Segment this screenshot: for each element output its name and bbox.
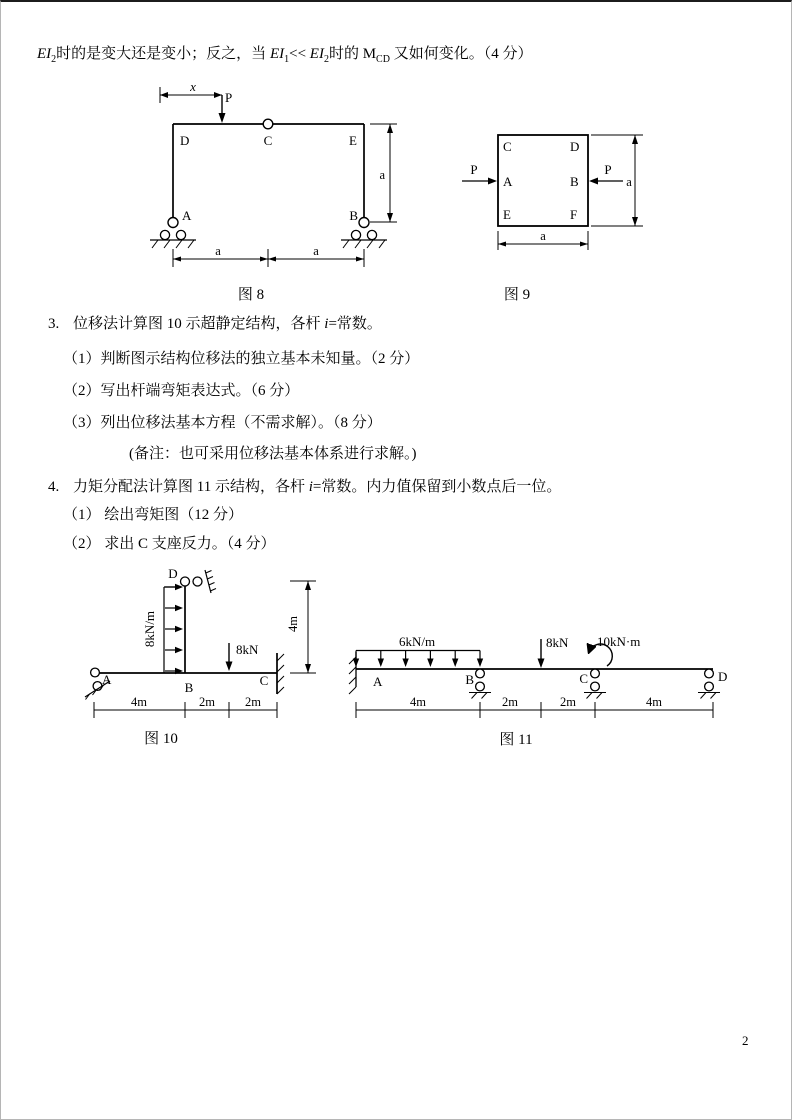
- fig10-span-dimension: [94, 695, 277, 718]
- fig8-height-dimension: [370, 124, 397, 222]
- fig10-dim3-label: 2m: [245, 695, 261, 709]
- fig11-moment-label: 10kN·m: [597, 634, 641, 649]
- question-3-number: 3.: [48, 316, 60, 332]
- question-3-item-2: （2）写出杆端弯矩表达式。（6 分）: [63, 383, 300, 399]
- question-3-title: [48, 314, 382, 334]
- fig11-node-d-label: D: [718, 669, 728, 684]
- question-3-item-3: （3）列出位移法基本方程（不需求解）。（8 分）: [63, 415, 382, 431]
- fig8-node-e-label: E: [349, 133, 357, 148]
- ei-symbol: EI: [37, 46, 52, 62]
- fig11-udl-label: 6kN/m: [398, 634, 436, 649]
- intro-text: 时的 M: [328, 46, 377, 62]
- question-4-text: 力矩分配法计算图 11 示结构，各杆: [73, 479, 309, 495]
- fig8-node-c-label: C: [263, 133, 273, 148]
- fig10-node-b-label: B: [184, 680, 194, 695]
- fig11-dim2-label: 2m: [502, 695, 518, 709]
- figure-9-box-diagram: [431, 120, 681, 270]
- subscript: 2: [51, 54, 57, 65]
- fig11-point-load-arrow: [538, 635, 570, 668]
- fig10-dim2-label: 2m: [199, 695, 215, 709]
- figure-8-caption: 图 8: [237, 287, 265, 303]
- figure-10-caption: 图 10: [144, 731, 178, 747]
- fig11-point-load-label: 8kN: [546, 635, 569, 650]
- fig9-height-dim-label: a: [626, 175, 632, 189]
- fig8-node-b-label: B: [349, 208, 358, 223]
- fig9-node-b-label: B: [570, 174, 579, 189]
- question-4-text-2: =常数。内力值保留到小数点后一位。: [312, 479, 562, 495]
- fig11-dim3-label: 2m: [560, 695, 576, 709]
- question-4-item-1: （1） 绘出弯矩图（12 分）: [63, 507, 244, 523]
- figure-11-caption: 图 11: [499, 732, 533, 748]
- subscript: 1: [284, 54, 290, 65]
- fig9-node-e-label: E: [503, 207, 511, 222]
- fig11-fixed-support-a-icon: [349, 652, 356, 694]
- fig11-distributed-load-arrows: [353, 634, 483, 667]
- fig10-node-c-label: C: [259, 673, 269, 688]
- ei-symbol: EI: [269, 46, 285, 62]
- fig11-span-dimension: [356, 695, 713, 718]
- fig9-load-p-left-arrow: [462, 162, 497, 185]
- subscript: 2: [323, 54, 329, 65]
- figure-8-frame-diagram: [131, 79, 411, 307]
- fig11-dim4-label: 4m: [646, 695, 662, 709]
- question-3-text: 位移法计算图 10 示超静定结构，各杆: [73, 316, 325, 332]
- question-4-title: [48, 477, 561, 497]
- fig9-node-f-label: F: [570, 207, 578, 222]
- fig10-point-load-arrow: [226, 642, 260, 671]
- fig10-hinge-d-icon: [181, 577, 190, 586]
- intro-line: [37, 44, 532, 64]
- question-4-number: 4.: [48, 479, 60, 495]
- fig10-distributed-load-arrows: [142, 584, 183, 674]
- page-number: 2: [742, 1033, 749, 1048]
- fig10-node-a-label: A: [102, 672, 112, 687]
- intro-text: <<: [289, 46, 310, 62]
- question-4-item-2: （2） 求出 C 支座反力。（4 分）: [63, 536, 276, 552]
- fig8-height-dim-label: a: [379, 168, 385, 182]
- fig10-fixed-support-c-icon: [277, 653, 284, 694]
- fig8-load-p-label: P: [225, 90, 233, 105]
- fig10-height-dimension: [286, 581, 316, 673]
- intro-text: 又如何变化。（4 分）: [389, 46, 533, 62]
- fig10-node-d-label: D: [168, 566, 178, 581]
- fig8-x-dim-label: x: [190, 79, 196, 94]
- question-3-item-1: （1）判断图示结构位移法的独立基本未知量。（2 分）: [63, 351, 420, 367]
- fig9-node-d-label: D: [570, 139, 580, 154]
- fig9-node-a-label: A: [503, 174, 513, 189]
- fig11-node-c-label: C: [579, 671, 588, 686]
- fig8-span-left-label: a: [215, 244, 221, 258]
- fig9-node-c-label: C: [503, 139, 512, 154]
- question-3-text-2: =常数。: [328, 316, 382, 332]
- fig8-hinge-c-icon: [263, 119, 273, 129]
- fig11-node-a-label: A: [373, 674, 383, 689]
- fig11-dim1-label: 4m: [410, 695, 426, 709]
- fig9-load-p-right-arrow: [589, 162, 623, 185]
- intro-text: 时的是变大还是变小；反之，当: [56, 46, 270, 62]
- fig8-span-right-label: a: [313, 244, 319, 258]
- fig8-x-dimension: [160, 79, 222, 103]
- ei-symbol: EI: [309, 46, 324, 62]
- fig10-roller-support-d-icon: [193, 570, 216, 593]
- fig10-udl-label: 8kN/m: [142, 610, 157, 648]
- subscript: CD: [376, 54, 390, 65]
- question-3-note: (备注：也可采用位移法基本体系进行求解。): [129, 446, 417, 462]
- figure-11-beam-diagram: [331, 597, 781, 757]
- fig8-node-d-label: D: [180, 133, 190, 148]
- fig9-load-p-right-label: P: [604, 162, 612, 177]
- fig10-point-load-label: 8kN: [236, 642, 259, 657]
- fig9-width-dimension: [498, 229, 588, 250]
- fig9-width-dim-label: a: [540, 229, 546, 243]
- fig10-dim1-label: 4m: [131, 695, 147, 709]
- figure-9-caption: 图 9: [503, 287, 531, 303]
- i-symbol: i: [308, 479, 313, 495]
- fig8-node-a-label: A: [182, 208, 192, 223]
- fig9-load-p-left-label: P: [470, 162, 478, 177]
- fig10-height-dim-label: 4m: [286, 616, 300, 632]
- i-symbol: i: [324, 316, 329, 332]
- fig11-node-b-label: B: [465, 672, 474, 687]
- fig11-moment-arrow: [589, 634, 640, 666]
- fig8-span-dimension: [173, 244, 364, 267]
- fig11-roller-support-d-icon: [698, 669, 720, 698]
